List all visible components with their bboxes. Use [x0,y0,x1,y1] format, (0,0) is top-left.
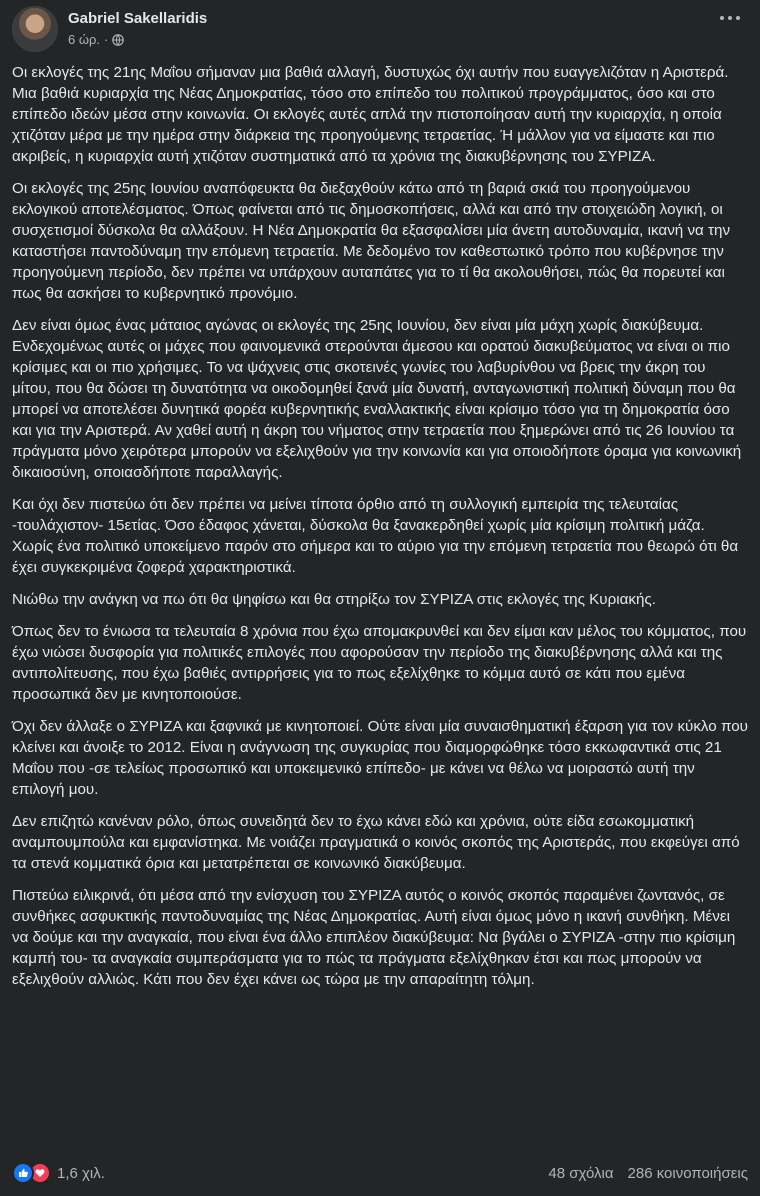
more-icon[interactable] [716,8,744,28]
engagement-stats [548,1165,748,1182]
like-reaction-icon [12,1162,34,1184]
reactions-count[interactable]: 1,6 χιλ. [57,1164,105,1182]
post-paragraph: Όπως δεν το ένιωσα τα τελευταία 8 χρόνια που έχω απομακρυνθεί και δεν είμαι καν μέλος του κόμματος, που έχω νιώσει δυσφορία για πολιτικές επιλογές που αφορούσαν την περίοδο της διακυβέρνησης αλλά και της αντιπολίτευσης, που έχω βαθιές αντιρρήσεις για το πως εξελίχθηκε το κόμμα αυτό σε κάτι που εμένα προσωπικά δεν με κινητοποιούσε. [12,623,747,703]
post-footer [12,1160,748,1186]
post-paragraph: Δεν επιζητώ κανέναν ρόλο, όπως συνειδητά δεν το έχω κάνει εδώ και χρόνια, ούτε είδα εσωκομματική αναμπουμπούλα και εμφανίστηκα. Με νοιάζει πραγματικά ο κοινός σκοπός της Αριστεράς, που εκφεύγει από τα στενά κομματικά όρια και μετατρέπεται σε κοινωνικό διακύβευμα. [12,813,740,872]
post-paragraph: Πιστεύω ειλικρινά, ότι μέσα από την ενίσχυση του ΣΥΡΙΖΑ αυτός ο κοινός σκοπός παραμένει ζωντανός, σε συνθήκες ασφυκτικής παντοδυναμίας της Νέας Δημοκρατίας. Αυτή είναι όμως μόνο η ικανή συνθήκη. Μένει να δούμε και την αναγκαία, που είναι ένα άλλο επιπλέον διακύβευμα: Να βγάλει ο ΣΥΡΙΖΑ -στην πιο κρίσιμη καμπή του- τα αναγκαία συμπεράσματα για το πώς τα πράγματα εξελίχθηκαν έτσι και πως μπορούν να εξελιχθούν αλλιώς. Κάτι που δεν έχει κάνει ως τώρα με την απαραίτητη τόλμη. [12,887,736,988]
post-time[interactable]: 6 ώρ. [68,32,100,47]
post-paragraph: Οι εκλογές της 21ης Μαΐου σήμαναν μια βαθιά αλλαγή, δυστυχώς όχι αυτήν που ευαγγελιζόταν η Αριστερά. Μια βαθιά κυριαρχία της Νέας Δημοκρατίας, τόσο στο επίπεδο του πολιτικού προγράμματος, όσο και στο επίπεδο ιδεών μέσα στην κοινωνία. Οι εκλογές αυτές απλά την πιστοποίησαν αυτή την κυριαρχία, η οποία χτιζόταν μέρα με την ημέρα στην διάρκεια της προηγούμενης τετραετίας. Ή μάλλον για να είμαστε και πιο ακριβείς, η κυριαρχία αυτή χτιζόταν συστηματικά από τα χρόνια της διακυβέρνησης του ΣΥΡΙΖΑ. [12,64,729,165]
post-header [12,6,748,54]
post-paragraph: Όχι δεν άλλαξε ο ΣΥΡΙΖΑ και ξαφνικά με κινητοποιεί. Ούτε είναι μία συναισθηματική έξαρση για τον κύκλο που κλείνει και άνοιξε το 2012. Είναι η ανάγνωση της συγκυρίας που διαμορφώθηκε τόσο εκκωφαντικά στις 21 Μαΐου που -σε τελείως προσωπικό και υποκειμενικό επίπεδο- με κάνει να θέλω να μοιραστώ αυτή την επιλογή μου. [12,718,748,798]
post-body [12,62,748,1001]
author-name[interactable]: Gabriel Sakellaridis [68,10,208,27]
meta-separator: · [104,32,109,47]
post-paragraph: Νιώθω την ανάγκη να πω ότι θα ψηφίσω και θα στηρίξω τον ΣΥΡΙΖΑ στις εκλογές της Κυριακής. [12,591,656,608]
post-paragraph: Οι εκλογές της 25ης Ιουνίου αναπόφευκτα θα διεξαχθούν κάτω από τη βαριά σκιά του προηγούμενου εκλογικού αποτελέσματος. Όπως φαίνεται από τις δημοσκοπήσεις, αλλά και από την στοιχειώδη λογική, οι συσχετισμοί δύσκολα θα αλλάξουν. Η Νέα Δημοκρατία θα εξασφαλίσει μία άνετη αυτοδυναμία, ικανή να την καταστήσει παντοδύναμη την επόμενη τετραετία. Με δεδομένο τον καθεστωτικό τρόπο που κυβέρνησε την προηγούμενη περίοδο, δεν πρέπει να υπάρχουν αυταπάτες για το τί θα ακολουθήσει, πώς θα πορευτεί και πως θα ασκήσει το κυβερνητικό προνόμιο. [12,180,731,302]
post-meta [68,31,207,49]
author-block [68,6,207,49]
globe-icon [112,34,124,46]
comments-count[interactable]: 48 σχόλια [548,1164,614,1182]
post-paragraph: Και όχι δεν πιστεύω ότι δεν πρέπει να μείνει τίποτα όρθιο από τη συλλογική εμπειρία της τελευταίας -τουλάχιστον- 15ετίας. Όσο έδαφος χάνεται, δύσκολα θα ξανακερδηθεί χωρίς μία κρίσιμη πολιτική μάζα. Χωρίς ένα πολιτικό υποκείμενο παρόν στο σήμερα και το αύριο για την επόμενη τετραετία που θεωρώ ότι θα έχει συγκεκριμένα ζοφερά χαρακτηριστικά. [12,496,739,576]
shares-count[interactable]: 286 κοινοποιήσεις [627,1164,748,1182]
post-paragraph: Δεν είναι όμως ένας μάταιος αγώνας οι εκλογές της 25ης Ιουνίου, δεν είναι μία μάχη χωρίς διακύβευμα. Ενδεχομένως αυτές οι μάχες που φαινομενικά στερούνται άμεσου και ορατού διακυβεύματος να είναι οι πιο κρίσιμες και οι πιο χρήσιμες. Το να ψάχνεις στις σκοτεινές γωνίες του λαβυρίνθου να βρεις την άκρη του μίτου, που θα δώσει τη δυνατότητα να οικοδομηθεί ξανά μία δυνατή, ανταγωνιστική πολιτική δύναμη που θα μπορεί να αποτελέσει δυνητικά φορέα κυβερνητικής εναλλακτικής είναι κρίσιμο τόσο για τη δημοκρατία όσο και για την Αριστερά. Αν χαθεί αυτή η άκρη του νήματος στην τετραετία που ξημερώνει από τις 26 Ιουνίου τα πράγματα μόνο χειρότερα μπορούν να εξελιχθούν για την κοινωνία και για οποιοδήποτε όραμα για κοινωνική δικαιοσύνη, οποιασδήποτε παραλλαγής. [12,317,742,481]
reactions-summary[interactable] [12,1162,105,1184]
avatar[interactable] [12,6,58,52]
